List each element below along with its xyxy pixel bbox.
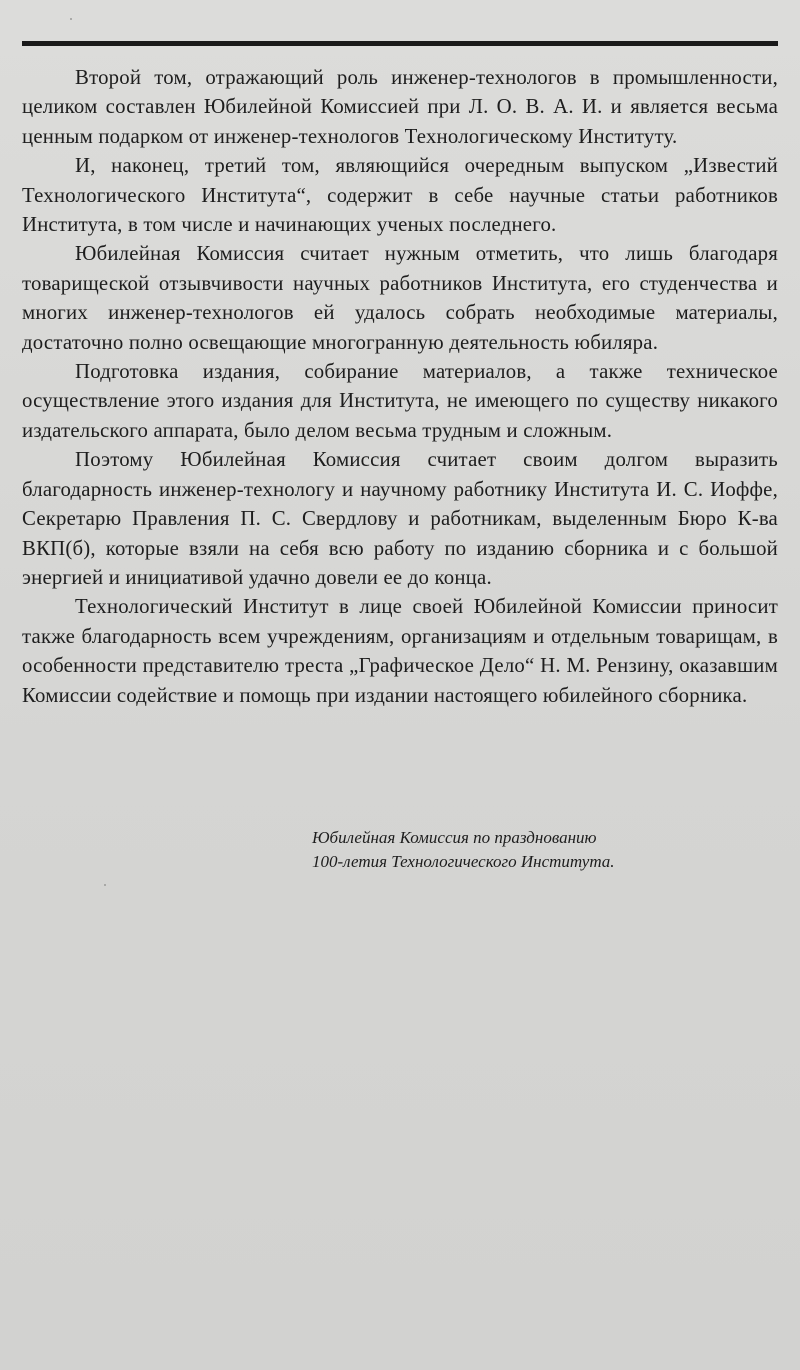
body-text [22, 63, 778, 710]
top-rule [22, 41, 778, 46]
paragraph-4: Подготовка издания, собирание материалов, а также техническое осуществление этого издания для Института, не имеющего по существу никакого издательского аппарата, было делом весьма трудным и сложным. [22, 360, 778, 442]
signature-line-2: 100-летия Технологического Института. [312, 852, 615, 871]
signature-block [312, 826, 772, 874]
paper-speck [104, 884, 106, 886]
paper-speck [70, 18, 72, 20]
paragraph-6: Технологический Институт в лице своей Юбилейной Комиссии приносит также благодарность всем учреждениям, организациям и отдельным товарищам, в особенности представителю треста „Графическое Дело“ Н. М. Рензину, оказавшим Комиссии содействие и помощь при издании настоящего юбилейного сборника. [22, 595, 778, 707]
signature-line-1: Юбилейная Комиссия по празднованию [312, 828, 597, 847]
paragraph-1: Второй том, отражающий роль инженер-технологов в промышленности, целиком составлен Юбилейной Комиссией при Л. О. В. А. И. и является весьма ценным подарком от инженер-технологов Технологическому Институту. [22, 66, 778, 148]
paragraph-3: Юбилейная Комиссия считает нужным отметить, что лишь благодаря товарищеской отзывчивости научных работников Института, его студенчества и многих инженер-технологов ей удалось собрать необходимые материалы, достаточно полно освещающие многогранную деятельность юбиляра. [22, 242, 778, 354]
paragraph-2: И, наконец, третий том, являющийся очередным выпуском „Известий Технологического Института“, содержит в себе научные статьи работников Института, в том числе и начинающих ученых последнего. [22, 154, 778, 237]
paragraph-5: Поэтому Юбилейная Комиссия считает своим долгом выразить благодарность инженер-технологу и научному работнику Института И. С. Иоффе, Секретарю Правления П. С. Свердлову и работникам, выделенным Бюро К-ва ВКП(б), которые взяли на себя всю работу по изданию сборника и с большой энергией и инициативой удачно довели ее до конца. [22, 448, 778, 589]
